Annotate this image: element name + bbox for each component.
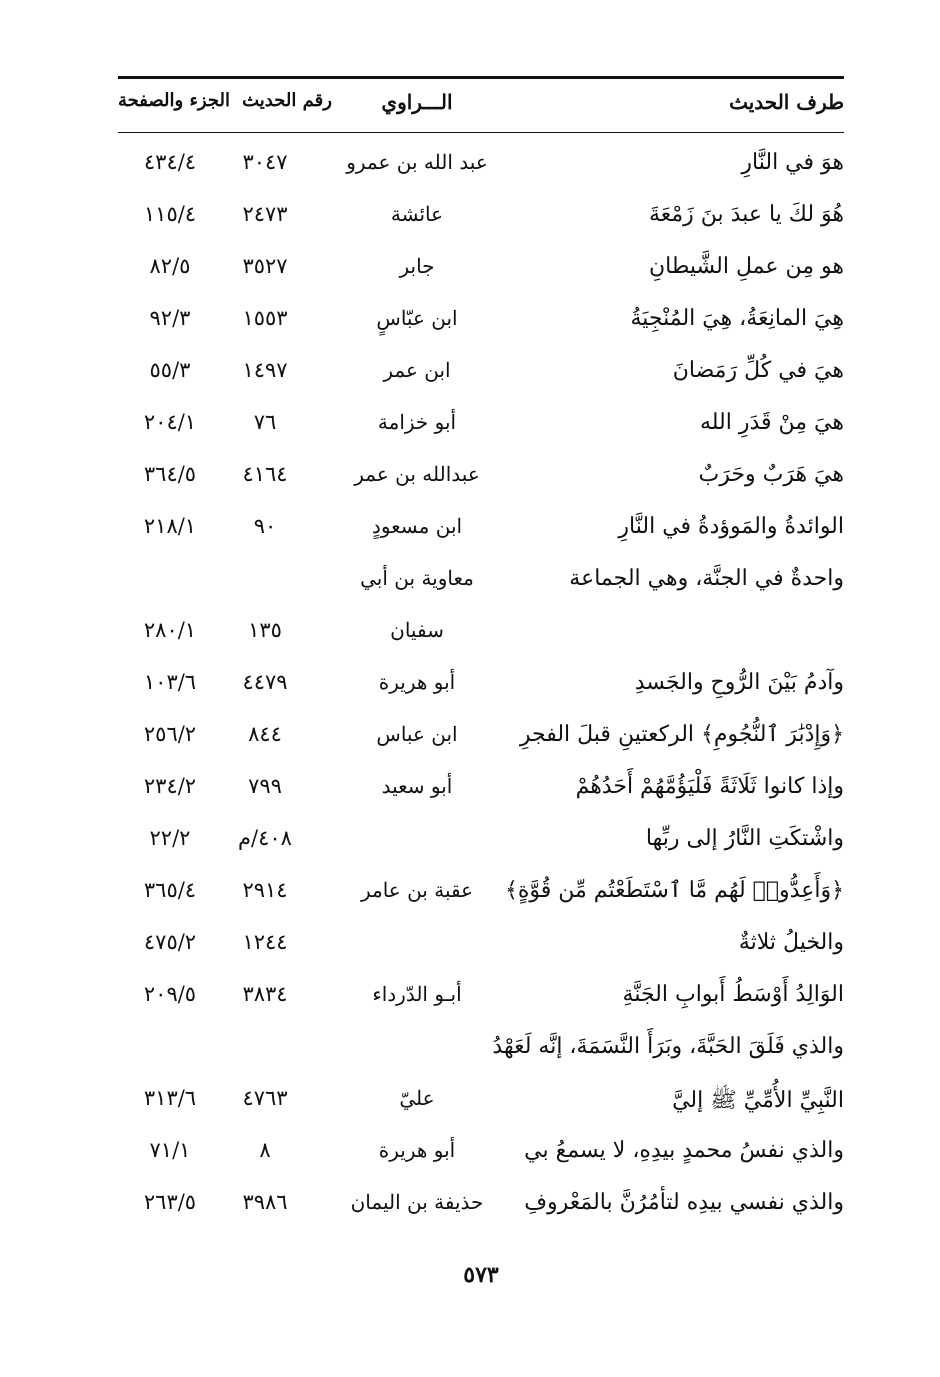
volume-page: ٣٦٥/٤ [143,878,197,902]
volume-page: ٢١٨/١ [143,514,197,538]
table-row [118,664,844,704]
narrator: أبو هريرة [378,1138,456,1162]
hadith-number: ٤٠٨/م [238,826,292,850]
volume-page: ٥٥/٣ [149,358,191,382]
table-row [118,456,844,496]
narrator: عائشة [390,202,444,226]
narrator: عقبة بن عامر [360,878,474,902]
table-row [118,612,844,652]
hadith-number: ١٤٩٧ [242,358,288,382]
hadith-number: ٣٩٨٦ [242,1190,288,1214]
hadith-number: ٨٤٤ [248,722,282,746]
hadith-beginning: وآدمُ بَيْنَ الرُّوحِ والجَسدِ [634,670,844,695]
volume-page: ٢٦٣/٥ [143,1190,197,1214]
hadith-number: ٩٠ [253,514,277,538]
hadith-number: ٣٠٤٧ [242,150,288,174]
hadith-beginning: هِيَ المانِعَةُ، هِيَ المُنْجِيَةُ [630,306,844,331]
narrator: معاوية بن أبي [360,566,474,590]
table-row [118,404,844,444]
hadith-number: ٣٨٣٤ [242,982,288,1006]
hadith-beginning: والذي فَلَقَ الحَبَّةَ، وبَرَأَ النَّسَمَةَ، إنَّه لَعَهْدُ [492,1034,844,1059]
index-page [118,76,844,1376]
table-row [118,560,844,600]
hadith-beginning: والخيلُ ثلاثةٌ [738,930,844,955]
hadith-number: ١٥٥٣ [242,306,288,330]
header-volume-page: الجزء والصفحة [118,90,230,111]
narrator: عبدالله بن عمر [354,462,480,486]
hadith-beginning: هوَ في النَّارِ [741,150,844,175]
hadith-number: ١٣٥ [248,618,282,642]
narrator: أبو هريرة [378,670,456,694]
table-row [118,976,844,1016]
volume-page: ٣٦٤/٥ [143,462,197,486]
top-rule [118,76,844,79]
narrator: أبو سعيد [381,774,453,798]
table-header [118,90,844,124]
hadith-beginning: هيَ هَرَبٌ وحَرَبٌ [698,462,844,487]
hadith-beginning: هيَ في كُلِّ رَمَضانَ [672,358,844,383]
hadith-number: ٨ [259,1138,271,1162]
table-row [118,300,844,340]
hadith-number: ٢٤٧٣ [242,202,288,226]
hadith-beginning: هو مِن عملِ الشَّيطانِ [649,254,844,279]
header-hadith-number: رقم الحديث [242,90,332,111]
hadith-number: ٣٥٢٧ [242,254,288,278]
table-row [118,144,844,184]
volume-page: ٩٢/٣ [149,306,191,330]
table-row [118,352,844,392]
table-row [118,196,844,236]
hadith-beginning: واشْتكَتِ النَّارُ إلى ربِّها [645,826,844,851]
volume-page: ٧١/١ [149,1138,191,1162]
hadith-beginning: وإذا كانوا ثَلَاثَةً فَلْيَؤُمَّهُمْ أَحَدُهُمْ [575,774,844,799]
narrator: أبو خزامة [377,410,457,434]
table-row [118,924,844,964]
hadith-number: ٤٧٦٣ [242,1086,288,1110]
hadith-beginning: هيَ مِنْ قَدَرِ الله [699,410,844,435]
volume-page: ١٠٣/٦ [143,670,197,694]
volume-page: ٤٣٤/٤ [143,150,197,174]
volume-page: ٢٥٦/٢ [143,722,197,746]
hadith-beginning: ﴿وَأَعِدُّوا۟ لَهُم مَّا ٱسْتَطَعْتُم مِّن قُوَّةٍ﴾ [504,878,844,903]
table-row [118,1080,844,1120]
table-row [118,872,844,912]
volume-page: ٢٠٤/١ [143,410,197,434]
header-rule [118,132,844,133]
table-row [118,1184,844,1224]
hadith-beginning: والذي نفسي بيدِه لتأمُرُنَّ بالمَعْروفِ [524,1190,844,1215]
hadith-beginning: الوَالِدُ أَوْسَطُ أَبوابِ الجَنَّةِ [622,982,844,1007]
hadith-beginning: الوائدةُ والمَوؤدةُ في النَّارِ [618,514,844,539]
narrator: ابن مسعودٍ [371,514,463,538]
hadith-number: ٤١٦٤ [242,462,288,486]
table-row [118,508,844,548]
table-row [118,716,844,756]
volume-page: ٢٠٩/٥ [143,982,197,1006]
volume-page: ٢٨٠/١ [143,618,197,642]
hadith-number: ٧٦ [253,410,277,434]
header-narrator: الـــراوي [381,90,453,114]
hadith-number: ٧٩٩ [248,774,282,798]
table-row [118,248,844,288]
narrator: ابن عبّاسٍ [376,306,458,330]
table-row [118,1028,844,1068]
hadith-beginning: واحدةٌ في الجنَّة، وهي الجماعة [569,566,844,591]
header-hadith-beginning: طرف الحديث [729,90,844,114]
narrator: ابن عباس [376,722,458,746]
hadith-beginning: هُوَ لكَ يا عبدَ بنَ زَمْعَةَ [648,202,844,227]
narrator: عبد الله بن عمرو [346,150,488,174]
hadith-number: ١٢٤٤ [242,930,288,954]
volume-page: ٢٣٤/٢ [143,774,197,798]
volume-page: ٤٧٥/٢ [143,930,197,954]
narrator: سفيان [390,618,444,642]
volume-page: ٣١٣/٦ [143,1086,197,1110]
table-row [118,768,844,808]
hadith-number: ٢٩١٤ [242,878,288,902]
volume-page: ٨٢/٥ [149,254,191,278]
narrator: جابر [399,254,435,278]
narrator: حذيفة بن اليمان [350,1190,484,1214]
volume-page: ١١٥/٤ [143,202,197,226]
narrator: أبـو الدّرداء [372,982,462,1006]
narrator: عليّ [399,1086,435,1110]
hadith-beginning: والذي نفسُ محمدٍ بيدِهِ، لا يسمعُ بي [524,1138,844,1163]
table-row [118,1132,844,1172]
hadith-number: ٤٤٧٩ [242,670,288,694]
hadith-beginning: ﴿وَإِدْبَٰرَ ٱلنُّجُومِ﴾ الركعتينِ قبلَ الفجرِ [519,722,844,747]
page-number: ٥٧٣ [463,1262,499,1288]
hadith-beginning: النَّبِيِّ الأُمِّيِّ ﷺ إليَّ [672,1088,844,1113]
narrator: ابن عمر [383,358,451,382]
volume-page: ٢٢/٢ [149,826,191,850]
table-row [118,820,844,860]
